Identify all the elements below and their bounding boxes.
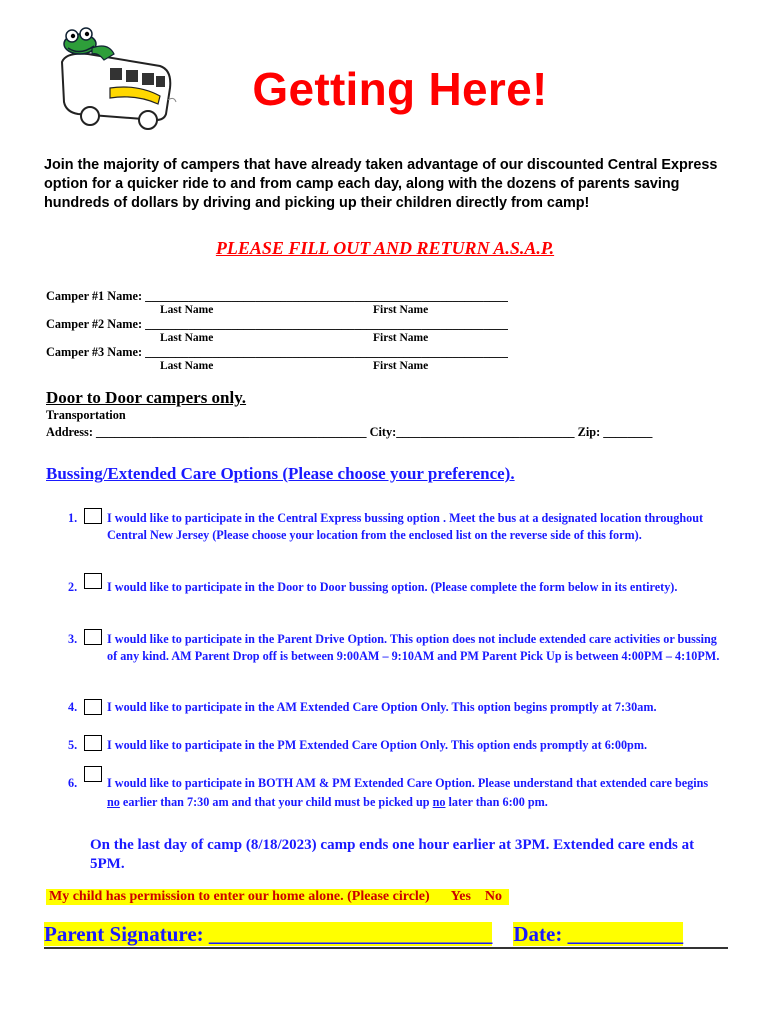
option-5-checkbox[interactable] xyxy=(84,735,102,751)
page-title: Getting Here! xyxy=(252,63,548,115)
camper-2-name-field[interactable]: Camper #2 Name: ___________________________________________________________ xyxy=(46,317,508,331)
address-field[interactable]: Address: ____________________________________________ City:_____________________________ Zip: ________ xyxy=(46,425,653,439)
transportation-label: Transportation xyxy=(46,408,126,422)
camper-1-last-name-label: Last Name xyxy=(160,304,214,316)
option-both-extended xyxy=(44,774,724,810)
intro-paragraph: Join the majority of campers that have already taken advantage of our discounted Central Express option for a quicker ride to and from camp each day, along with the dozens of parents saving hundreds of dollars by driving and picking up their children directly from camp! xyxy=(44,157,718,211)
option-3-checkbox[interactable] xyxy=(84,629,102,645)
option-pm-extended xyxy=(44,737,724,755)
option-number: 5. xyxy=(68,738,78,752)
option-6-checkbox[interactable] xyxy=(84,766,102,782)
last-day-notice: On the last day of camp (8/18/2023) camp ends one hour earlier at 3PM. Extended care ends at 5PM. xyxy=(90,837,695,872)
camper-3-last-name-label: Last Name xyxy=(160,360,214,372)
camper-2-first-name-label: First Name xyxy=(373,332,429,344)
option-text-part: earlier than 7:30 am and that your child must be picked up xyxy=(119,795,433,809)
door-to-door-heading: Door to Door campers only. xyxy=(46,388,247,407)
option-number: 3. xyxy=(68,632,78,646)
date-field[interactable]: Date: ___________ xyxy=(513,922,684,946)
option-1-checkbox[interactable] xyxy=(84,508,102,524)
camper-1-first-name-label: First Name xyxy=(373,304,429,316)
option-central-express xyxy=(44,510,724,560)
signature-line xyxy=(44,922,728,949)
option-text-part: I would like to participate in BOTH AM & PM Extended Care Option. Please understand that extended care begins xyxy=(107,776,709,790)
option-number: 6. xyxy=(68,776,78,790)
option-text-part: later than 6:00 pm. xyxy=(445,795,548,809)
bussing-options-heading: Bussing/Extended Care Options (Please choose your preference). xyxy=(46,464,515,483)
emphasis-no: no xyxy=(107,795,120,809)
camper-1-name-field[interactable]: Camper #1 Name: ___________________________________________________________ xyxy=(46,289,508,303)
option-text: I would like to participate in the Door to Door bussing option. (Please complete the form below in its entirety). xyxy=(107,580,678,594)
option-text: I would like to participate in the Central Express bussing option . Meet the bus at a designated location throughout Central New Jersey (Please choose your location from the enclosed list on the reverse side of this form). xyxy=(107,511,704,542)
option-text xyxy=(107,774,722,812)
option-4-checkbox[interactable] xyxy=(84,699,102,715)
return-notice: PLEASE FILL OUT AND RETURN A.S.A.P. xyxy=(215,238,555,258)
option-number: 2. xyxy=(68,580,78,594)
emphasis-no: no xyxy=(432,795,446,809)
home-alone-permission xyxy=(46,889,509,905)
camper-3-name-field[interactable]: Camper #3 Name: ___________________________________________________________ xyxy=(46,345,508,359)
option-number: 4. xyxy=(68,700,78,714)
permission-yes[interactable]: Yes xyxy=(450,889,471,904)
option-text: I would like to participate in the AM Extended Care Option Only. This option begins promptly at 7:30am. xyxy=(107,700,657,714)
option-am-extended xyxy=(44,699,724,717)
option-door-to-door xyxy=(44,579,724,613)
camper-2-last-name-label: Last Name xyxy=(160,332,214,344)
camper-3-first-name-label: First Name xyxy=(373,360,429,372)
option-parent-drive xyxy=(44,631,724,681)
option-number: 1. xyxy=(68,511,78,525)
option-text: I would like to participate in the Parent Drive Option. This option does not include extended care activities or bussing of any kind. AM Parent Drop off is between 9:00AM – 9:10AM and PM Parent Pick Up is between 4:00PM – 4:10PM. xyxy=(107,632,720,663)
parent-signature-field[interactable]: Parent Signature: ___________________________ xyxy=(44,922,493,946)
permission-no[interactable]: No xyxy=(484,889,503,904)
option-text: I would like to participate in the PM Extended Care Option Only. This option ends promptly at 6:00pm. xyxy=(107,738,648,752)
permission-text: My child has permission to enter our home alone. (Please circle) xyxy=(49,889,430,904)
option-2-checkbox[interactable] xyxy=(84,573,102,589)
